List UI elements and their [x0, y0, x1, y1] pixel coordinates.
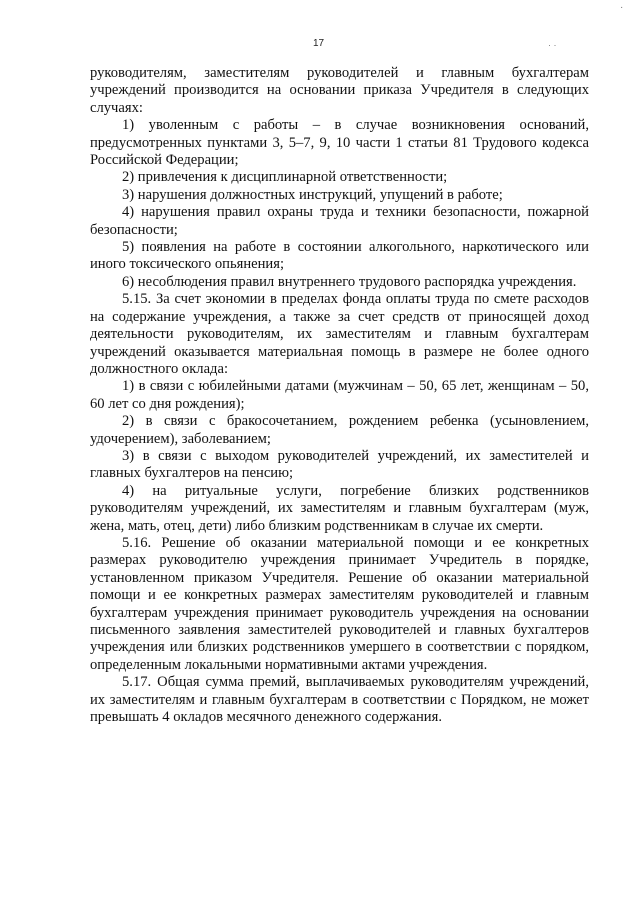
- list-item-jubilee: 1) в связи с юбилейными датами (мужчинам – 50, 65 лет, женщинам – 50, 60 лет со дня рождения);: [90, 378, 589, 412]
- list-item-intoxication: 5) появления на работе в состоянии алкогольного, наркотического или иного токсического опьянения;: [90, 239, 589, 273]
- list-item-safety: 4) нарушения правил охраны труда и техники безопасности, пожарной безопасности;: [90, 204, 589, 238]
- list-item-funeral: 4) на ритуальные услуги, погребение близких родственников руководителям учреждений, их заместителям и главным бухгалтерам (муж, жена, мать, отец, дети) либо близким родственникам в случае их смерти.: [90, 482, 589, 534]
- paragraph-continuation: руководителям, заместителям руководителей и главным бухгалтерам учреждений производится на основании приказа Учредителя в следующих случаях:: [90, 65, 589, 116]
- page-number: 17: [312, 38, 325, 49]
- list-item-pension: 3) в связи с выходом руководителей учреждений, их заместителей и главных бухгалтеров на пенсию;: [90, 447, 589, 482]
- list-item-marriage: 2) в связи с бракосочетанием, рождением ребенка (усыновлением, удочерением), заболеванием;: [90, 413, 589, 447]
- scan-speck: ·: [620, 2, 624, 13]
- document-body: [90, 65, 589, 726]
- clause-5-17: 5.17. Общая сумма премий, выплачиваемых руководителям учреждений, их заместителям и главным бухгалтерам в соответствии с Порядком, не может превышать 4 окладов месячного денежного содержания.: [90, 674, 589, 726]
- list-item-instructions: 3) нарушения должностных инструкций, упущений в работе;: [122, 186, 503, 203]
- clause-5-15: 5.15. За счет экономии в пределах фонда оплаты труда по смете расходов на содержание учреждения, а также за счет средств от приносящей доход деятельности руководителям, их заместителям и главным бухгалтерам учреждений оказывается материальная помощь в размере не более одного должностного оклада:: [90, 291, 589, 377]
- scan-speck: · ·: [548, 40, 557, 50]
- list-item-rules: 6) несоблюдения правил внутреннего трудового распорядка учреждения.: [122, 273, 577, 290]
- list-item-disciplinary: 2) привлечения к дисциплинарной ответственности;: [122, 169, 448, 186]
- clause-5-16: 5.16. Решение об оказании материальной помощи и ее конкретных размерах руководителю учреждения принимает Учредитель в порядке, установленном приказом Учредителя. Решение об оказании материальной помощи и ее конкретных размерах заместителям руководителей и главным бухгалтерам учреждения принимает руководитель учреждения на основании письменного заявления заместителей руководителей и главных бухгалтеров учреждения или близких родственников умершего в соответствии с порядком, определенным локальными нормативными актами учреждения.: [90, 534, 589, 673]
- list-item-dismissal: 1) уволенным с работы – в случае возникновения оснований, предусмотренных пунктами 3, 5–7, 9, 10 части 1 статьи 81 Трудового кодекса Российской Федерации;: [90, 117, 589, 169]
